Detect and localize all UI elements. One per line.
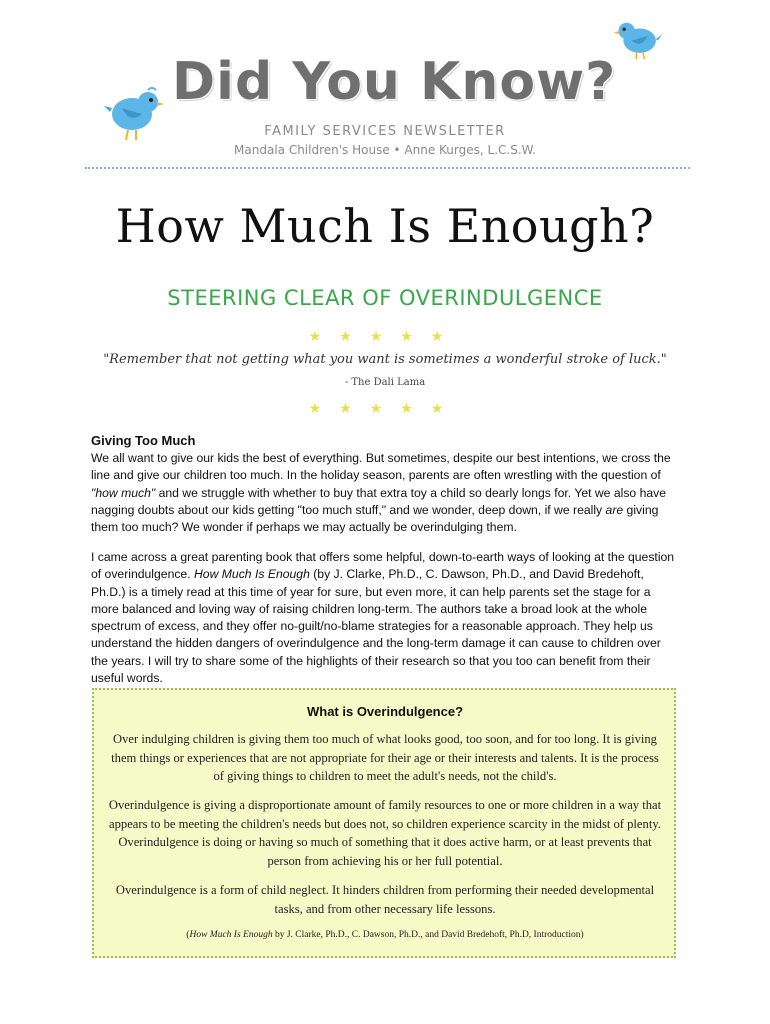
newsletter-subtitle: FAMILY SERVICES NEWSLETTER <box>264 124 506 139</box>
callout-title: What is Overindulgence? <box>306 704 464 719</box>
newsletter-masthead: Did You Know? <box>172 52 617 112</box>
body-paragraph-1: We all want to give our kids the best of everything. But sometimes, despite our best intentions, we cross the line and give our children too much. In the holiday season, parents are often wrestling with the question of "how much" and we struggle with whether to buy that extra toy a child so dearly longs for. Yet we also have nagging doubts about our kids getting "too much stuff," and we wonder, deep down, if we really are giving them too much? We wonder if perhaps we may actually be overindulging them. <box>91 451 671 535</box>
article-headline: How Much Is Enough? <box>115 199 655 253</box>
section-heading: Giving Too Much <box>91 433 196 448</box>
callout-paragraph-2: Overindulgence is giving a disproportionate amount of family resources to one or more children in a way that appears to be meeting the children's needs but does not, so children experience scarcity in the midst of plenty. Overindulgence is doing or having so much of something that it does active harm, or at least prevents that person from achieving his or her full potential. <box>108 798 662 868</box>
article-kicker: STEERING CLEAR OF OVERINDULGENCE <box>167 286 603 310</box>
body-paragraph-2: I came across a great parenting book that offers some helpful, down-to-earth ways of looking at the question of overindulgence. How Much Is Enough (by J. Clarke, Ph.D., C. Dawson, Ph.D., and David Bredehoft, Ph.D.) is a timely read at this time of year for sure, but even more, it can help parents set the stage for a more balanced and loving way of raising children long-term. The authors take a broad look at the whole spectrum of excess, and they offer no-guilt/no-blame strategies for a reasonable approach. They help us understand the hidden dangers of overindulgence and the long-term damage it can cause to children over the years. I will try to share some of the highlights of their research so that you too can benefit from their useful words. <box>91 550 675 686</box>
star-divider-bottom: ★★★★★ <box>308 401 462 417</box>
callout-paragraph-1: Over indulging children is giving them too much of what looks good, too soon, and for too long. It is giving them things or experiences that are not appropriate for their age or their interests and talents. It is the process of giving things to children to meet the adult's needs, not the child's. <box>111 732 659 784</box>
header-divider <box>85 167 690 169</box>
newsletter-byline: Mandala Children's House • Anne Kurges, L.C.S.W. <box>234 143 536 157</box>
callout-citation: (How Much Is Enough by J. Clarke, Ph.D., C. Dawson, Ph.D., and David Bredehoft, Ph.D, Introduction) <box>186 930 584 940</box>
epigraph-attribution: - The Dali Lama <box>344 377 426 388</box>
epigraph-quote: "Remember that not getting what you want is sometimes a wonderful stroke of luck." <box>103 352 667 367</box>
star-divider-top: ★★★★★ <box>308 329 462 345</box>
callout-paragraph-3: Overindulgence is a form of child neglect. It hinders children from performing their needed developmental tasks, and from other necessary life lessons. <box>115 883 655 916</box>
